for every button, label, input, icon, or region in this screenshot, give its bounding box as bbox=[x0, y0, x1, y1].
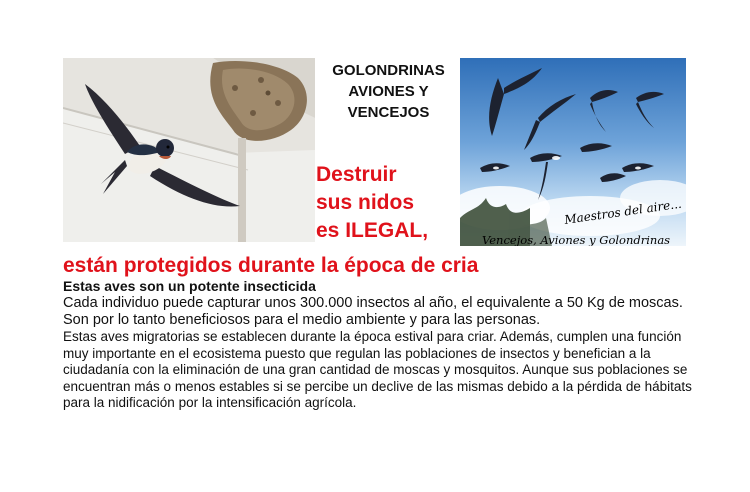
species-poster-photo bbox=[460, 58, 686, 246]
capture-paragraph: Cada individuo puede capturar unos 300.000 insectos al año, el equivalente a 50 Kg de moscas. bbox=[63, 295, 683, 311]
protection-subheading: están protegidos durante la época de cria bbox=[63, 254, 479, 277]
warning-line-1: Destruir bbox=[316, 163, 397, 186]
poster-caption-subtitle: Vencejos, Aviones y Golondrinas bbox=[482, 233, 671, 246]
benefit-paragraph: Son por lo tanto beneficiosos para el medio ambiente y para las personas. bbox=[63, 312, 541, 328]
title-line-2: AVIONES Y bbox=[348, 83, 429, 100]
title-line-1: GOLONDRINAS bbox=[332, 62, 445, 79]
migration-paragraph: Estas aves migratorias se establecen durante la época estival para criar. Además, cumplen una función muy importante en el ecosistema puesto que regulan las poblaciones de insectos y benefician a la ciudadanía con la eliminación de una gran cantidad de moscas y mosquitos. Aunque sus poblaciones se encuentran más o menos estables si se percibe un declive de las mismas debido a la pérdida de hábitats para la nidificación por la intensificación agrícola. bbox=[63, 329, 692, 410]
swallow-nest-photo bbox=[63, 58, 315, 242]
page-title bbox=[316, 60, 461, 123]
insecticide-heading: Estas aves son un potente insecticida bbox=[63, 278, 316, 294]
warning-line-3: es ILEGAL, bbox=[316, 219, 429, 242]
warning-block bbox=[316, 161, 428, 245]
title-line-3: VENCEJOS bbox=[347, 104, 430, 121]
article-body bbox=[63, 278, 703, 412]
swallow-nest-illustration bbox=[63, 58, 315, 242]
species-poster-illustration bbox=[460, 58, 686, 246]
poster-caption-title: Maestros del aire... bbox=[563, 196, 683, 227]
warning-line-2: sus nidos bbox=[316, 191, 415, 214]
